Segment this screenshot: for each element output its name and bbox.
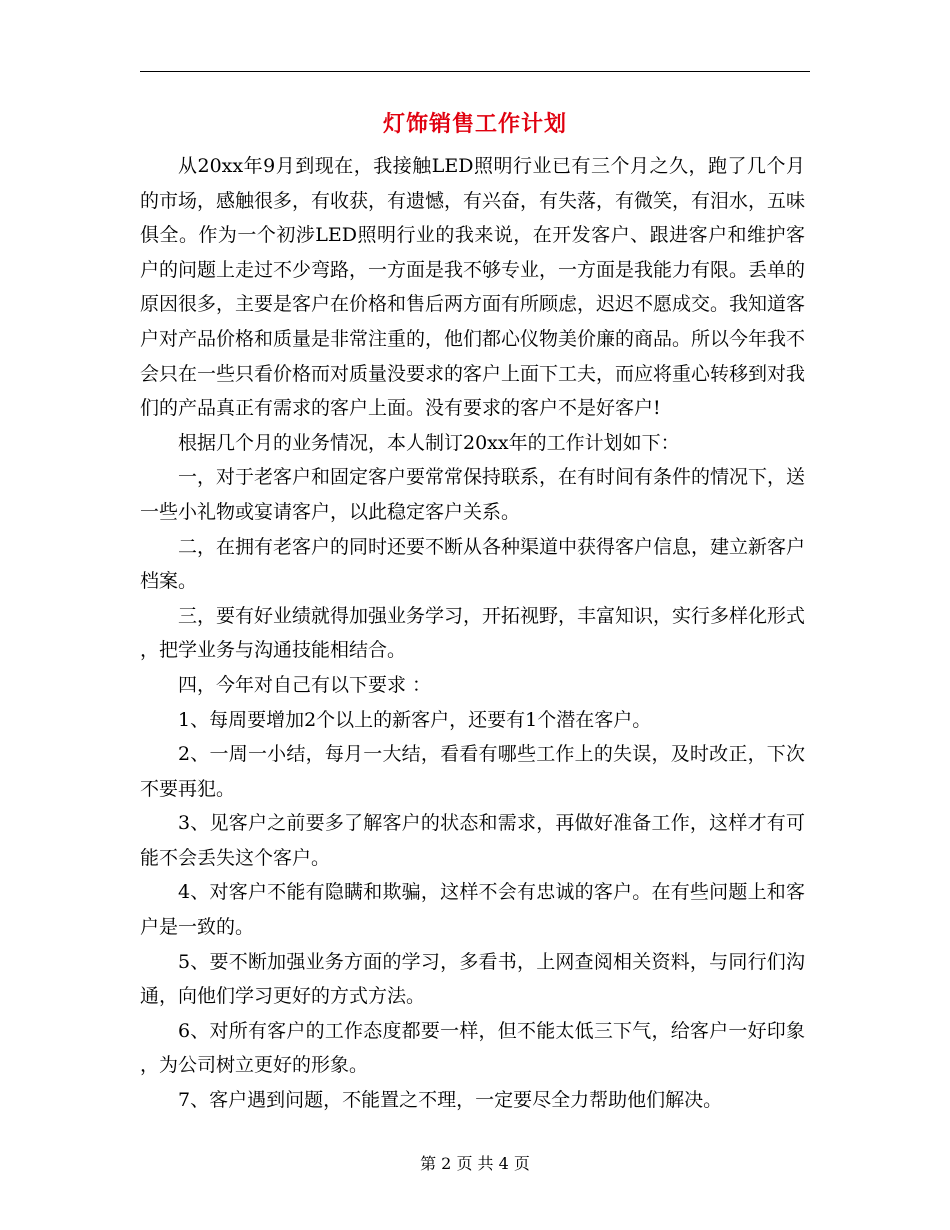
page-number: 第 2 页 共 4 页 bbox=[420, 1154, 530, 1173]
paragraph-plan-lead: 根据几个月的业务情况，本人制订20xx年的工作计划如下： bbox=[178, 431, 680, 454]
document-body bbox=[140, 149, 805, 1118]
requirement-1: 1、每周要增加2个以上的新客户，还要有1个潜在客户。 bbox=[178, 708, 652, 731]
paragraph-item-4: 四，今年对自己有以下要求 ： bbox=[178, 673, 432, 696]
paragraph-item-2: 二，在拥有老客户的同时还要不断从各种渠道中获得客户信息，建立新客户档案。 bbox=[140, 535, 806, 593]
requirement-5: 5、要不断加强业务方面的学习，多看书，上网查阅相关资料，与同行们沟通，向他们学习更好的方式方法。 bbox=[140, 950, 805, 1008]
paragraph-intro: 从20xx年9月到现在，我接触LED照明行业已有三个月之久，跑了几个月的市场，感触很多，有收获，有遗憾，有兴奋，有失落，有微笑，有泪水，五味俱全。作为一个初涉LED照明行业的我来说，在开发客户、跟进客户和维护客户的问题上走过不少弯路，一方面是我不够专业，一方面是我能力有限。丢单的原因很多，主要是客户在价格和售后两方面有所顾虑，迟迟不愿成交。我知道客户对产品价格和质量是非常注重的，他们都心仪物美价廉的商品。所以今年我不会只在一些只看价格而对质量没要求的客户上面下工夫，而应将重心转移到对我们的产品真正有需求的客户上面。没有要求的客户不是好客户! bbox=[140, 155, 806, 420]
requirement-3: 3、见客户之前要多了解客户的状态和需求，再做好准备工作，这样才有可能不会丢失这个客户。 bbox=[140, 812, 805, 869]
requirement-7: 7、客户遇到问题，不能置之不理，一定要尽全力帮助他们解决。 bbox=[178, 1089, 723, 1112]
paragraph-item-1: 一，对于老客户和固定客户要常常保持联系，在有时间有条件的情况下，送一些小礼物或宴请客户，以此稳定客户关系。 bbox=[140, 466, 806, 523]
requirement-2: 2、一周一小结，每月一大结，看看有哪些工作上的失误，及时改正，下次不要再犯。 bbox=[140, 743, 805, 800]
paragraph-item-3: 三，要有好业绩就得加强业务学习，开拓视野，丰富知识，实行多样化形式，把学业务与沟通技能相结合。 bbox=[140, 604, 806, 662]
requirement-4: 4、对客户不能有隐瞒和欺骗，这样不会有忠诚的客户。在有些问题上和客户是一致的。 bbox=[140, 881, 805, 939]
requirement-6: 6、对所有客户的工作态度都要一样，但不能太低三下气，给客户一好印象，为公司树立更好的形象。 bbox=[140, 1019, 805, 1077]
header-rule bbox=[140, 71, 810, 72]
document-title: 灯饰销售工作计划 bbox=[382, 111, 567, 137]
